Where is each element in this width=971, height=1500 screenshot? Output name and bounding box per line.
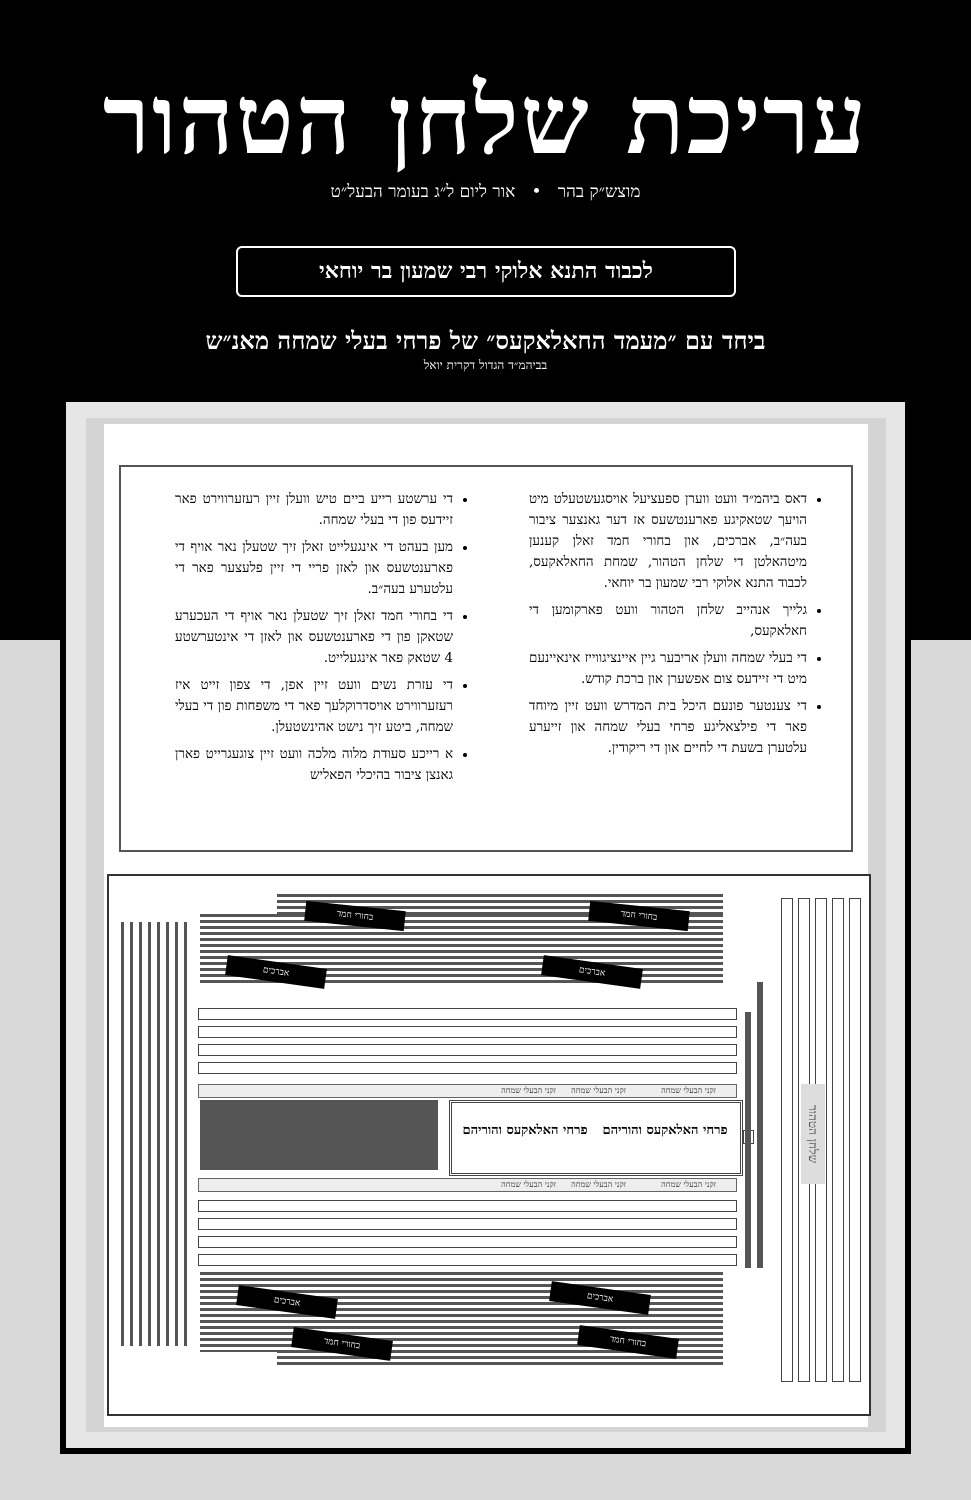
info-box xyxy=(119,465,853,852)
table-bar xyxy=(198,1044,737,1056)
rail-bar xyxy=(745,1012,751,1268)
table-bar xyxy=(198,1026,737,1038)
info-item: • מען בעהט די אינגעלייט זאלן זיך שטעלן נאר אויף די פארענטשעס און לאזן פריי די זיין פלעצער פאר די עלטערע בעה״ב. xyxy=(175,537,453,600)
table-bar xyxy=(198,1218,737,1230)
elders-label: זקני הבעלי שמחה xyxy=(661,1086,716,1095)
date-right: אור ליום ל״ג בעומר הבעל״ט xyxy=(330,182,516,202)
page-title: עריכת שלחן הטהור xyxy=(102,63,869,176)
honor-banner: לכבוד התנא אלוקי רבי שמעון בר יוחאי xyxy=(236,246,736,297)
date-left: מוצש״ק בהר xyxy=(557,182,641,202)
dais-label: פרחי האלאקעס והוריהם xyxy=(462,1123,588,1138)
rail-label: שלחן הטהור xyxy=(801,1084,825,1184)
bleacher-left xyxy=(121,922,187,1346)
tag-bochurim: בחורי חמד xyxy=(304,901,406,931)
tag-avreichim: אברכים xyxy=(225,955,327,989)
dais-label: פרחי האלאקעס והוריהם xyxy=(602,1123,728,1138)
tag-avreichim: אברכים xyxy=(541,955,643,989)
rail-bar xyxy=(757,982,763,1268)
floor-plan xyxy=(107,874,871,1416)
info-item: • די עזרת נשים וועט זיין אפן, די צפון זייט איז רעזערווירט אויסדרוקלעך פאר די משפחות פון די בעלי שמחה, ביטע זיך נישט אהינשטעלן. xyxy=(175,675,453,738)
info-column-left xyxy=(175,489,471,792)
separator-dot: • xyxy=(531,182,542,202)
tag-avreichim: אברכים xyxy=(236,1285,338,1319)
elders-label: זקני הבעלי שמחה xyxy=(661,1180,716,1189)
right-rail xyxy=(781,898,793,1382)
info-item: • א רייכע סעודת מלוה מלכה וועט זיין צוגעגרייט פארן גאנצן ציבור בהיכלי הפאליש xyxy=(175,744,453,786)
elders-label: זקני הבעלי שמחה xyxy=(571,1086,626,1095)
table-bar xyxy=(198,1200,737,1212)
elders-row xyxy=(198,1084,737,1098)
info-item: • די בחורי חמד זאלן זיך שטעלן נאר אויף די העכערע שטאקן פון די פארענטשעס און לאזן די אינטערשטע 4 שטאק פאר אינגעלייט. xyxy=(175,606,453,669)
info-item: • די בעלי שמחה וועלן אריבער גיין איינציגווייז אינאיינעם מיט די זיידעס צום אפשערן און ברכת קודש. xyxy=(529,648,807,690)
elders-label: זקני הבעלי שמחה xyxy=(571,1180,626,1189)
elders-label: זקני הבעלי שמחה xyxy=(501,1086,556,1095)
info-item: • די ערשטע רייע ביים טיש וועלן זיין רעזערווירט פאר זיידעס פון די בעלי שמחה. xyxy=(175,489,453,531)
table-bar xyxy=(198,1236,737,1248)
date-line xyxy=(0,182,971,202)
info-item: • דאס ביהמ״ד וועט ווערן ספעציעל אויסגעשטעלט מיט הויעך שטאקיגע פארענטשעס אז דער גאנצער ציבור בעה״ב, אברכים, און בחורי חמד זאלן קענען מיטהאלטן די שלחן הטהור, שמחת החאלאקעס, לכבוד התנא אלוקי רבי שמעון בר יוחאי. xyxy=(529,489,807,594)
right-rail xyxy=(832,898,844,1382)
dais xyxy=(449,1100,743,1176)
tag-bochurim: בחורי חמד xyxy=(588,901,690,931)
table-bar xyxy=(198,1008,737,1020)
tag-bochurim: בחורי חמד xyxy=(291,1327,393,1361)
tag-avreichim: אברכים xyxy=(549,1281,651,1315)
info-item: • גלייך אנהייב שלחן הטהור וועט פארקומען די חאלאקעס, xyxy=(529,600,807,642)
center-block xyxy=(200,1100,438,1170)
right-rail xyxy=(849,898,861,1382)
table-bar xyxy=(198,1254,737,1266)
tag-bochurim: בחורי חמד xyxy=(577,1325,679,1359)
elders-row xyxy=(198,1178,737,1192)
location-line: בביהמ״ד הגדול דקרית יואל xyxy=(423,358,548,372)
elders-label: זקני הבעלי שמחה xyxy=(501,1180,556,1189)
table-bar xyxy=(198,1062,737,1074)
info-column-right xyxy=(529,489,825,765)
info-item: • די צענטער פונעם היכל בית המדרש וועט זיין מיוחד פאר די פילצאליגע פרחי בעלי שמחה און זייערע עלטערן בשעת די לחיים און די ריקודין. xyxy=(529,696,807,759)
together-heading: ביחד עם ״מעמד החאלאקעס״ של פרחי בעלי שמחה מאנ״ש xyxy=(205,326,766,355)
